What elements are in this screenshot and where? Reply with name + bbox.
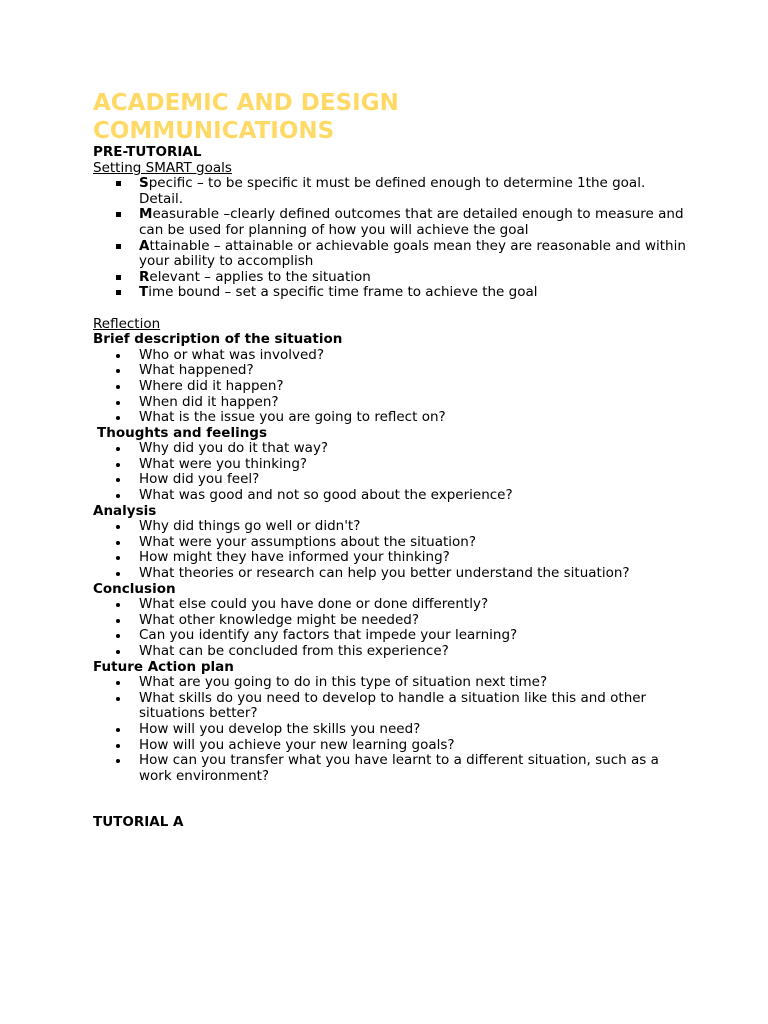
reflection-question-text: Can you identify any factors that impede your learning?: [139, 627, 518, 644]
reflection-question-text: What skills do you need to develop to handle a situation like this and other situations better?: [139, 689, 647, 722]
round-bullet-icon: [116, 369, 120, 373]
smart-goal-text: pecific – to be specific it must be defined enough to determine 1the goal. Detail.: [139, 175, 646, 207]
spacer: [93, 301, 693, 317]
round-bullet-icon: [116, 525, 120, 529]
reflection-question: [93, 488, 693, 504]
reflection-question-text: How can you transfer what you have learnt to a different situation, such as a work environment?: [139, 752, 659, 784]
reflection-question: [93, 566, 693, 582]
square-bullet-icon: [116, 290, 121, 295]
round-bullet-icon: [116, 744, 120, 748]
reflection-question: [93, 722, 693, 738]
reflection-groups: [93, 332, 693, 784]
reflection-question: [93, 457, 693, 473]
spacer: [93, 784, 693, 815]
reflection-group-heading: Conclusion: [93, 580, 176, 597]
round-bullet-icon: [116, 556, 120, 560]
round-bullet-icon: [116, 634, 120, 638]
smart-goal-initial: A: [139, 237, 150, 254]
smart-goals-heading: Setting SMART goals: [93, 159, 232, 176]
reflection-question-text: What is the issue you are going to reflect on?: [139, 409, 446, 426]
round-bullet-icon: [116, 463, 120, 467]
reflection-group-heading: Future Action plan: [93, 658, 234, 675]
smart-goal-initial: R: [139, 268, 150, 285]
round-bullet-icon: [116, 728, 120, 732]
reflection-question: [93, 472, 693, 488]
reflection-question: [93, 519, 693, 535]
round-bullet-icon: [116, 354, 120, 358]
reflection-heading: Reflection: [93, 315, 161, 332]
round-bullet-icon: [116, 603, 120, 607]
reflection-question: [93, 613, 693, 629]
title-line-2: COMMUNICATIONS: [93, 118, 335, 144]
title-line-1: ACADEMIC AND DESIGN: [93, 90, 399, 116]
round-bullet-icon: [116, 619, 120, 623]
round-bullet-icon: [116, 401, 120, 405]
round-bullet-icon: [116, 759, 120, 763]
reflection-question-text: Why did things go well or didn't?: [139, 518, 361, 535]
round-bullet-icon: [116, 541, 120, 545]
reflection-question: [93, 738, 693, 754]
smart-goal-text: easurable –clearly defined outcomes that are detailed enough to measure and can be used for planning of how you will achieve the goal: [139, 206, 684, 238]
pre-tutorial-heading: PRE-TUTORIAL: [93, 144, 202, 160]
reflection-question: [93, 675, 693, 691]
reflection-question-text: When did it happen?: [139, 393, 279, 410]
round-bullet-icon: [116, 478, 120, 482]
reflection-question-text: What happened?: [139, 362, 254, 379]
reflection-question-text: How might they have informed your thinking?: [139, 549, 450, 566]
reflection-question-list: [93, 597, 693, 659]
reflection-group-heading: Analysis: [93, 502, 157, 519]
reflection-question: [93, 395, 693, 411]
round-bullet-icon: [116, 681, 120, 685]
smart-goal-item: [93, 285, 693, 301]
reflection-question-text: What were you thinking?: [139, 455, 308, 472]
reflection-question: [93, 550, 693, 566]
document-title: [93, 89, 693, 145]
smart-goal-initial: S: [139, 175, 149, 192]
reflection-question: [93, 535, 693, 551]
reflection-question-text: How will you achieve your new learning goals?: [139, 736, 455, 753]
round-bullet-icon: [116, 416, 120, 420]
round-bullet-icon: [116, 650, 120, 654]
round-bullet-icon: [116, 494, 120, 498]
reflection-question: [93, 410, 693, 426]
reflection-question-list: [93, 519, 693, 581]
smart-goal-initial: T: [139, 284, 149, 301]
reflection-question-text: What can be concluded from this experience?: [139, 643, 449, 659]
reflection-question: [93, 691, 693, 722]
square-bullet-icon: [116, 244, 121, 249]
reflection-question-list: [93, 348, 693, 426]
reflection-question-text: What theories or research can help you better understand the situation?: [139, 565, 630, 582]
reflection-question: [93, 363, 693, 379]
round-bullet-icon: [116, 572, 120, 576]
round-bullet-icon: [116, 385, 120, 389]
square-bullet-icon: [116, 212, 121, 217]
reflection-question-text: How did you feel?: [139, 471, 260, 488]
reflection-question: [93, 753, 693, 784]
square-bullet-icon: [116, 275, 121, 280]
reflection-question-text: What were your assumptions about the situation?: [139, 533, 477, 550]
reflection-question: [93, 644, 693, 660]
reflection-question: [93, 628, 693, 644]
reflection-question: [93, 597, 693, 613]
reflection-question: [93, 379, 693, 395]
reflection-question-list: [93, 441, 693, 503]
smart-goals-list: [93, 176, 693, 301]
reflection-question-text: What was good and not so good about the experience?: [139, 487, 513, 504]
reflection-question-text: What other knowledge might be needed?: [139, 611, 420, 628]
reflection-question-text: Where did it happen?: [139, 377, 284, 394]
smart-goal-text: ttainable – attainable or achievable goals mean they are reasonable and within your ability to accomplish: [139, 237, 686, 270]
smart-goal-item: [93, 176, 693, 207]
reflection-question: [93, 441, 693, 457]
smart-goal-initial: M: [139, 206, 153, 223]
round-bullet-icon: [116, 447, 120, 451]
reflection-question-list: [93, 675, 693, 784]
document-content: [93, 89, 693, 831]
smart-goal-item: [93, 239, 693, 270]
reflection-question-text: Who or what was involved?: [139, 346, 324, 363]
reflection-question-text: What else could you have done or done differently?: [139, 596, 489, 613]
round-bullet-icon: [116, 697, 120, 701]
smart-goal-item: [93, 270, 693, 286]
reflection-group-heading: Brief description of the situation: [93, 331, 343, 348]
square-bullet-icon: [116, 181, 121, 186]
reflection-question-text: What are you going to do in this type of situation next time?: [139, 674, 548, 691]
smart-goal-text: elevant – applies to the situation: [149, 268, 371, 285]
reflection-group-heading: Thoughts and feelings: [97, 424, 268, 441]
smart-goal-text: ime bound – set a specific time frame to achieve the goal: [148, 284, 538, 301]
reflection-question-text: Why did you do it that way?: [139, 440, 329, 457]
tutorial-a-heading: TUTORIAL A: [93, 814, 184, 831]
reflection-question: [93, 348, 693, 364]
reflection-question-text: How will you develop the skills you need?: [139, 720, 421, 737]
smart-goal-item: [93, 207, 693, 238]
